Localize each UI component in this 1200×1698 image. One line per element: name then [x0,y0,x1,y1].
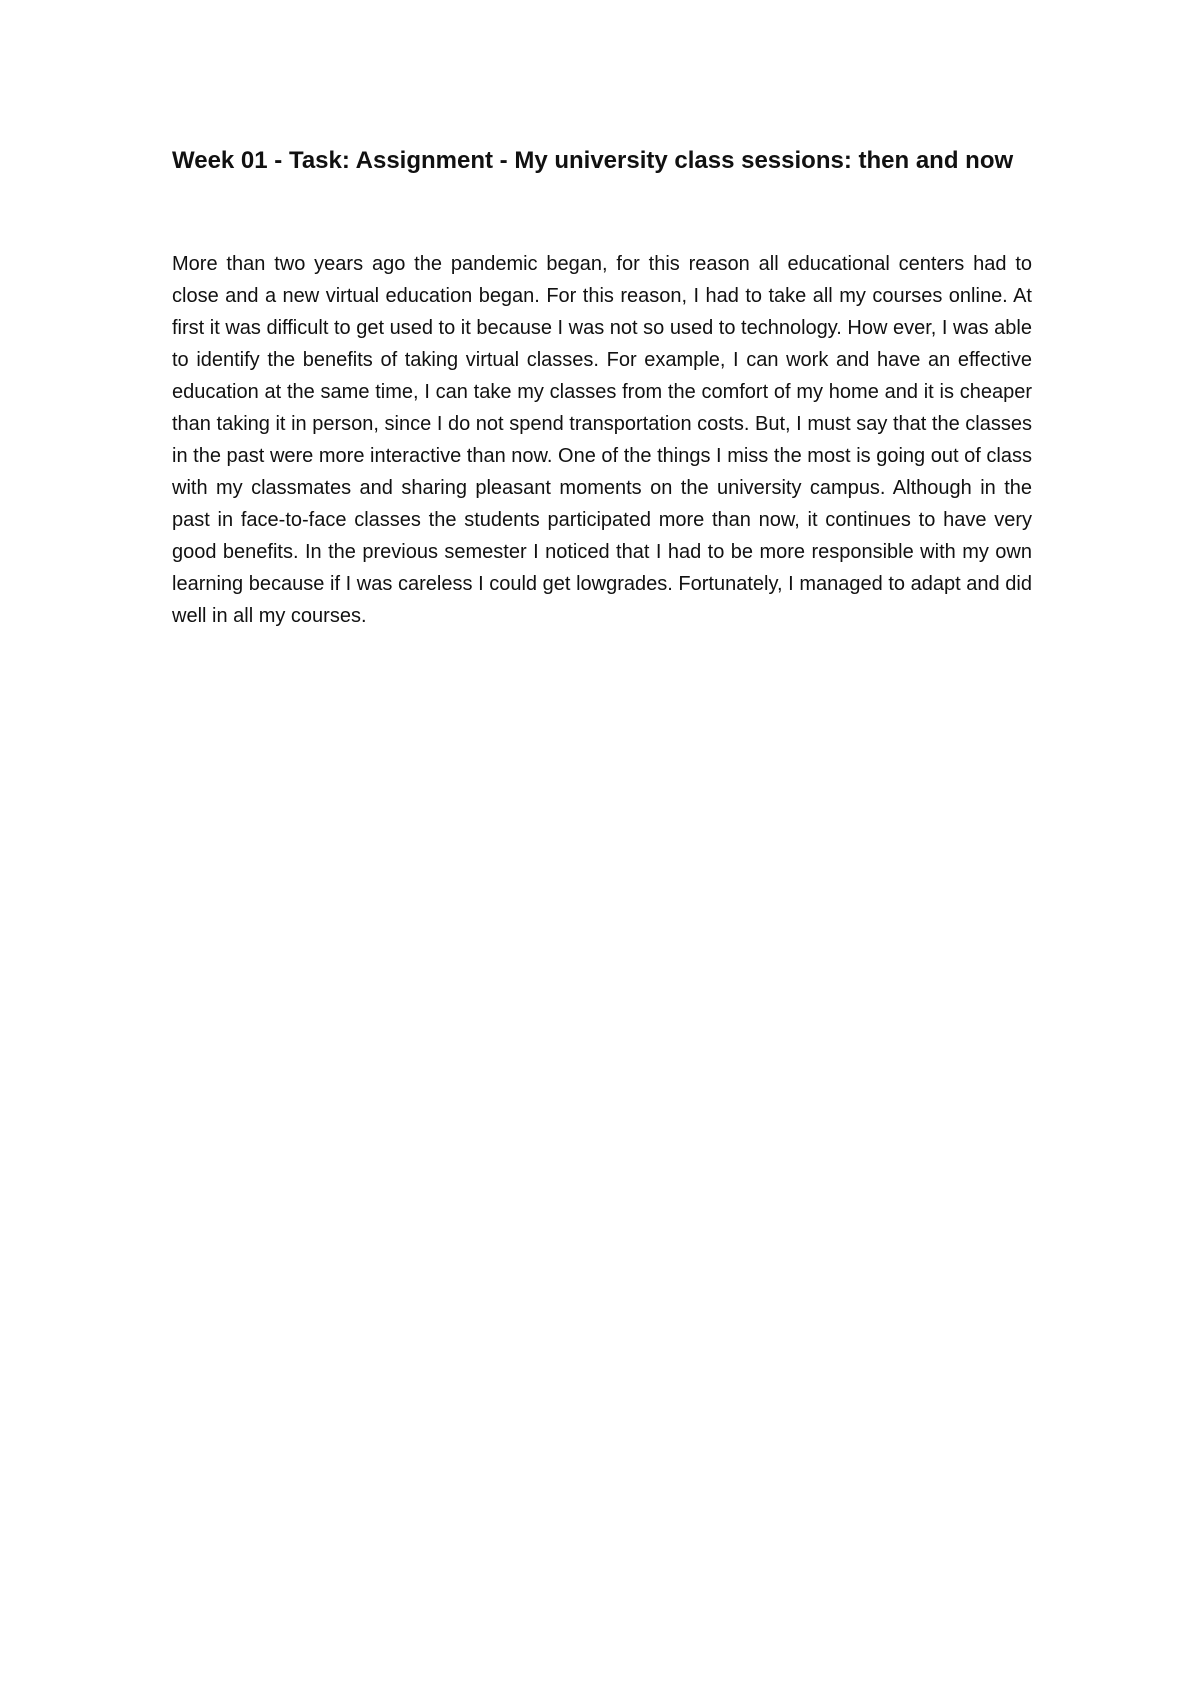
document-body-paragraph: More than two years ago the pandemic began, for this reason all educational centers had to close and a new virtual education began. For this reason, I had to take all my courses online. At first it was difficult to get used to it because I was not so used to technology. How ever, I was able to identify the benefits of taking virtual classes. For example, I can work and have an effective education at the same time, I can take my classes from the comfort of my home and it is cheaper than taking it in person, since I do not spend transportation costs. But, I must say that the classes in the past were more interactive than now. One of the things I miss the most is going out of class with my classmates and sharing pleasant moments on the university campus. Although in the past in face-to-face classes the students participated more than now, it continues to have very good benefits. In the previous semester I noticed that I had to be more responsible with my own learning because if I was careless I could get lowgrades. Fortunately, I managed to adapt and did well in all my courses. [172,253,1032,627]
document-title: Week 01 - Task: Assignment - My university class sessions: then and now [172,147,1014,174]
